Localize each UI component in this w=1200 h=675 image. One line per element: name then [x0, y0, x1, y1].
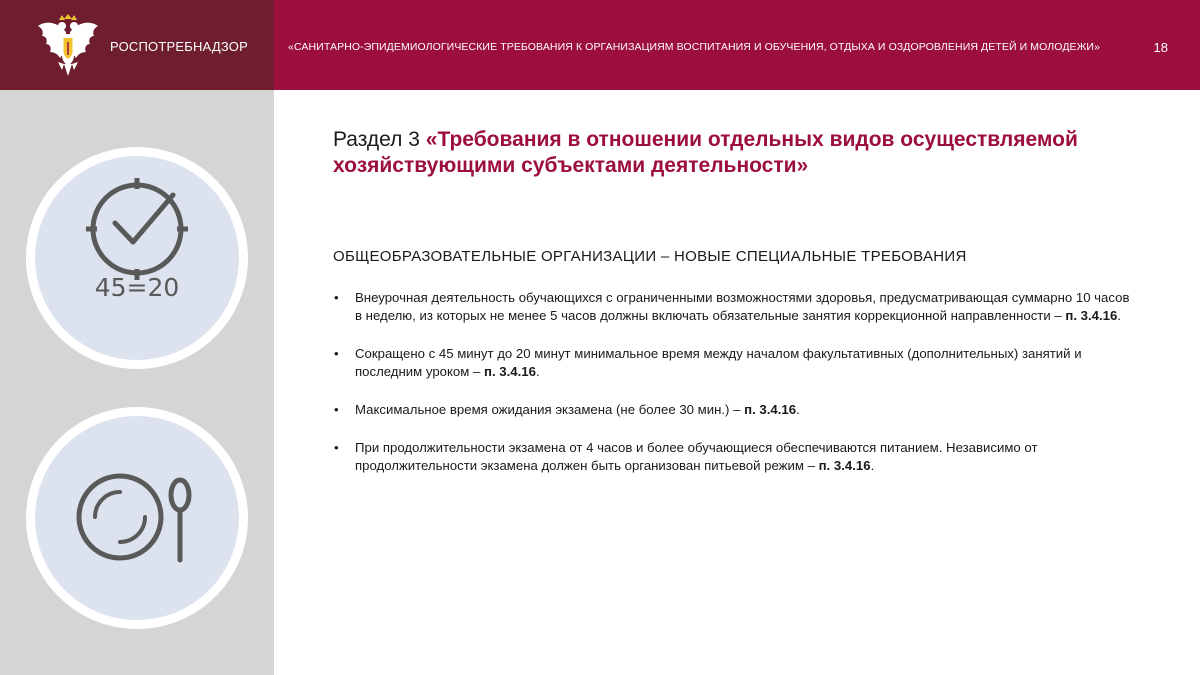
plate-spoon-icon: [35, 416, 239, 620]
eagle-emblem-icon: [36, 12, 100, 80]
brand-block: [0, 0, 274, 90]
bullet-dot-icon: •: [334, 346, 339, 361]
list-item: • Максимальное время ожидания экзамена (не более 30 мин.) – п. 3.4.16.: [334, 402, 800, 417]
header-bar: [0, 0, 1200, 90]
section-title: [333, 127, 1133, 179]
page-number: 18: [1153, 40, 1168, 55]
requirements-list: [333, 289, 1133, 495]
section-name: «Требования в отношении отдельных видов осуществляемой хозяйствующими субъектами деятельности»: [333, 128, 1078, 177]
bullet-dot-icon: •: [334, 440, 339, 455]
clock-circle: [26, 147, 248, 369]
document-title: «САНИТАРНО-ЭПИДЕМИОЛОГИЧЕСКИЕ ТРЕБОВАНИЯ К ОРГАНИЗАЦИЯМ ВОСПИТАНИЯ И ОБУЧЕНИЯ, ОТДЫХА И ОЗДОРОВЛЕНИЯ ДЕТЕЙ И МОЛОДЕЖИ»: [288, 41, 1101, 53]
bullet-dot-icon: •: [334, 290, 339, 305]
left-sidebar: [0, 90, 274, 675]
list-item: • Внеурочная деятельность обучающихся с ограниченными возможностями здоровья, предусматривающая суммарно 10 часов в неделю, из которых не менее 5 часов должны включать обязательные занятия коррекционной направленности – п. 3.4.16.: [334, 290, 1130, 323]
clock-check-icon: [35, 156, 239, 360]
org-name: РОСПОТРЕБНАДЗОР: [110, 39, 248, 54]
plate-circle: [26, 407, 248, 629]
bullet-dot-icon: •: [334, 402, 339, 417]
list-item: • Сокращено с 45 минут до 20 минут минимальное время между началом факультативных (дополнительных) занятий и последним уроком – п. 3.4.16.: [334, 346, 1082, 379]
subheading: ОБЩЕОБРАЗОВАТЕЛЬНЫЕ ОРГАНИЗАЦИИ – НОВЫЕ СПЕЦИАЛЬНЫЕ ТРЕБОВАНИЯ: [333, 248, 967, 265]
clock-label: 45=20: [94, 273, 180, 302]
list-item: • При продолжительности экзамена от 4 часов и более обучающиеся обеспечиваются питанием. Независимо от продолжительности экзамена должен быть организован питьевой режим – п. 3.4.16.: [334, 440, 1038, 473]
section-prefix: Раздел 3: [333, 128, 426, 151]
